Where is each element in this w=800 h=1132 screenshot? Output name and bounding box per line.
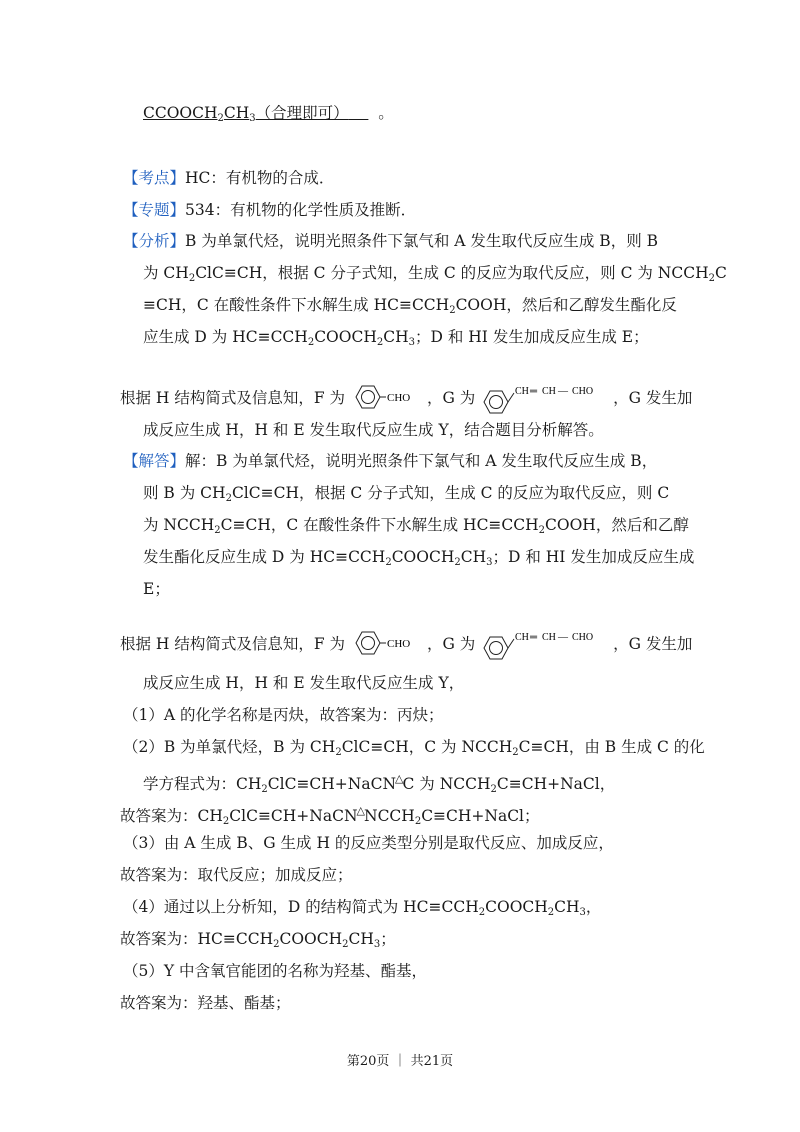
jieda-line-5: E； xyxy=(143,580,170,598)
answer-5-line-1: （5）Y 中含氧官能团的名称为羟基、酯基， xyxy=(123,962,428,980)
fenxi-line-2: 为 $CH_2ClC\equiv CH$，根据 C 分子式知，生成 C 的反应为取代反应，则 C 为 $NCCH_2C$ xyxy=(143,264,727,284)
jieda-line-6: 根据 H 结构简式及信息知，F 为 CHO ，G 为 CH ═ CH — CHO ，G 发生加 xyxy=(120,624,692,665)
answer-1: （1）A 的化学名称是丙炔，故答案为：丙炔； xyxy=(123,706,444,724)
heat-symbol-2: △ xyxy=(356,804,365,817)
cho-label: CHO xyxy=(387,392,411,404)
answer-4-line-2: 故答案为：$HC\equiv CCH_2COOCH_2CH_3$； xyxy=(120,930,396,950)
ch-label-1: CH xyxy=(515,386,530,397)
jieda-tag: 【解答】 xyxy=(123,452,186,470)
fenxi-line-6: 成反应生成 H，H 和 E 发生取代反应生成 Y，结合题目分析解答。 xyxy=(143,421,604,439)
answer-2-line-2: 学方程式为：$CH_2ClC\equiv CH+NaCN^\triangle C$ 为 $NCCH_2C\equiv CH+NaCl$， xyxy=(143,772,616,795)
kaodian-tag: 【考点】 xyxy=(123,169,186,187)
answer-2-line-1: （2）B 为单氯代烃，B 为 $CH_2ClC\equiv CH$，C 为 $NCCH_2C\equiv CH$，由 B 生成 C 的化 xyxy=(123,738,705,758)
single-bond: — xyxy=(558,386,569,397)
answer-5-line-2: 故答案为：羟基、酯基； xyxy=(120,994,291,1012)
answer-3-line-2: 故答案为：取代反应；加成反应； xyxy=(120,866,353,884)
cho-label-4: CHO xyxy=(572,632,594,643)
jieda-line-1: 【解答】解：B 为单氯代烃，说明光照条件下氯气和 A 发生取代反应生成 B， xyxy=(123,452,658,470)
ch-label-4: CH xyxy=(542,632,557,643)
cinnamaldehyde-structure-2 xyxy=(480,625,608,665)
fenxi-line-5: 根据 H 结构简式及信息知，F 为 CHO ，G 为 CH ═ CH — CHO ，G 发生加 xyxy=(120,378,692,419)
heat-symbol: △ xyxy=(395,772,404,785)
single-bond-2: — xyxy=(558,632,569,643)
cho-label-3: CHO xyxy=(387,638,411,650)
jieda-line-2: 则 B 为 $CH_2ClC\equiv CH$，根据 C 分子式知，生成 C 的反应为取代反应，则 C xyxy=(143,484,670,504)
double-bond: ═ xyxy=(530,386,538,397)
answer-3-line-1: （3）由 A 生成 B、G 生成 H 的反应类型分别是取代反应、加成反应， xyxy=(123,834,614,852)
benzaldehyde-structure-2 xyxy=(350,628,422,662)
cinnamaldehyde-structure xyxy=(480,379,608,419)
benzaldehyde-structure xyxy=(350,382,422,416)
top-answer-line: $CCOOCH_2CH_3$（合理即可） 。 xyxy=(143,104,394,124)
zhuanti-tag: 【专题】 xyxy=(123,201,186,219)
page-footer: 第20页 ｜ 共21页 xyxy=(346,1054,454,1069)
jieda-line-7: 成反应生成 H，H 和 E 发生取代反应生成 Y， xyxy=(143,674,465,692)
fenxi-line-1: 【分析】B 为单氯代烃，说明光照条件下氯气和 A 发生取代反应生成 B，则 B xyxy=(123,232,659,250)
fenxi-tag: 【分析】 xyxy=(123,232,186,250)
jieda-line-3: 为 $NCCH_2C\equiv CH$，C 在酸性条件下水解生成 $HC\equiv CCH_2COOH$，然后和乙醇 xyxy=(143,516,689,536)
answer-4-line-1: （4）通过以上分析知，D 的结构简式为 $HC\equiv CCH_2COOCH_2CH_3$， xyxy=(123,898,602,918)
jieda-line-4: 发生酯化反应生成 D 为 $HC\equiv CCH_2COOCH_2CH_3$；D 和 HI 发生加成反应生成 xyxy=(143,548,695,568)
ch-label-2: CH xyxy=(542,386,557,397)
double-bond-2: ═ xyxy=(530,632,538,643)
kaodian-line: 【考点】HC：有机物的合成． xyxy=(123,169,335,187)
fenxi-line-3: ≡CH，C 在酸性条件下水解生成 $HC\equiv CCH_2COOH$，然后和乙醇发生酯化反 xyxy=(143,296,677,316)
fenxi-line-4: 应生成 D 为 $HC\equiv CCH_2COOCH_2CH_3$；D 和 HI 发生加成反应生成 E； xyxy=(143,328,649,348)
zhuanti-line: 【专题】534：有机物的化学性质及推断． xyxy=(123,201,417,219)
answer-2-line-3: 故答案为：$CH_2ClC\equiv CH+NaCN^\triangle NCCH_2C\equiv CH+NaCl$； xyxy=(120,804,540,827)
ch-label-3: CH xyxy=(515,632,530,643)
cho-label-2: CHO xyxy=(572,386,594,397)
